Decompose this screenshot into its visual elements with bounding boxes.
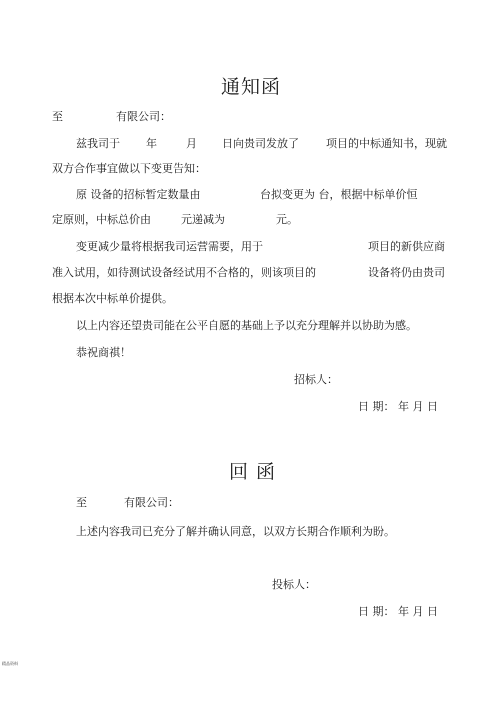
reply-title: 回 函 [229, 461, 277, 483]
notice-recipient-prefix: 至 [52, 110, 63, 123]
reply-body: 上述内容我司已充分了解并确认同意，以双方长期合作顺利为盼。 [76, 525, 395, 538]
notice-para1-a: 兹我司于 [76, 137, 120, 150]
notice-recipient-suffix: 有限公司： [116, 110, 171, 123]
notice-para1-line2: 双方合作事宜做以下变更告知： [52, 162, 206, 175]
notice-para2-line2-b: 元递减为 [181, 213, 225, 226]
notice-para1-year: 年 [146, 137, 157, 150]
reply-date: 日 期： 年 月 日 [358, 605, 438, 618]
notice-para3-b: 项目的新供应商 [368, 240, 445, 253]
notice-para2-line2-a: 定原则，中标总价由 [52, 213, 151, 226]
notice-para1-e: 项目的中标通知书，现就 [326, 137, 447, 150]
notice-para2-line2-c: 元。 [276, 213, 298, 226]
notice-para3-a: 变更减少量将根据我司运营需要，用于 [76, 240, 263, 253]
footer-mark: 精品资料 [2, 661, 18, 666]
notice-para3-line2-b: 设备将仍由贵司 [368, 266, 445, 279]
reply-recipient-suffix: 有限公司： [124, 496, 179, 509]
notice-para4: 以上内容还望贵司能在公平自愿的基础上予以充分理解并以协助为感。 [76, 319, 417, 332]
notice-signer: 招标人： [294, 373, 338, 386]
notice-greeting: 恭祝商祺！ [76, 346, 131, 359]
notice-para2-a: 原 设备的招标暂定数量由 [76, 188, 201, 201]
reply-recipient-prefix: 至 [76, 496, 87, 509]
reply-signer: 投标人： [272, 578, 316, 591]
notice-date: 日 期： 年 月 日 [358, 400, 438, 413]
notice-para1-month: 月 [186, 137, 197, 150]
notice-para3-line3: 根据本次中标单价提供。 [52, 292, 173, 305]
notice-title: 通知函 [221, 76, 282, 98]
notice-para2-b: 台拟变更为 台，根据中标单价恒 [260, 188, 418, 201]
notice-para1-day: 日向贵司发放了 [222, 137, 299, 150]
notice-para3-line2-a: 准入试用，如待测试设备经试用不合格的，则该项目的 [52, 266, 316, 279]
